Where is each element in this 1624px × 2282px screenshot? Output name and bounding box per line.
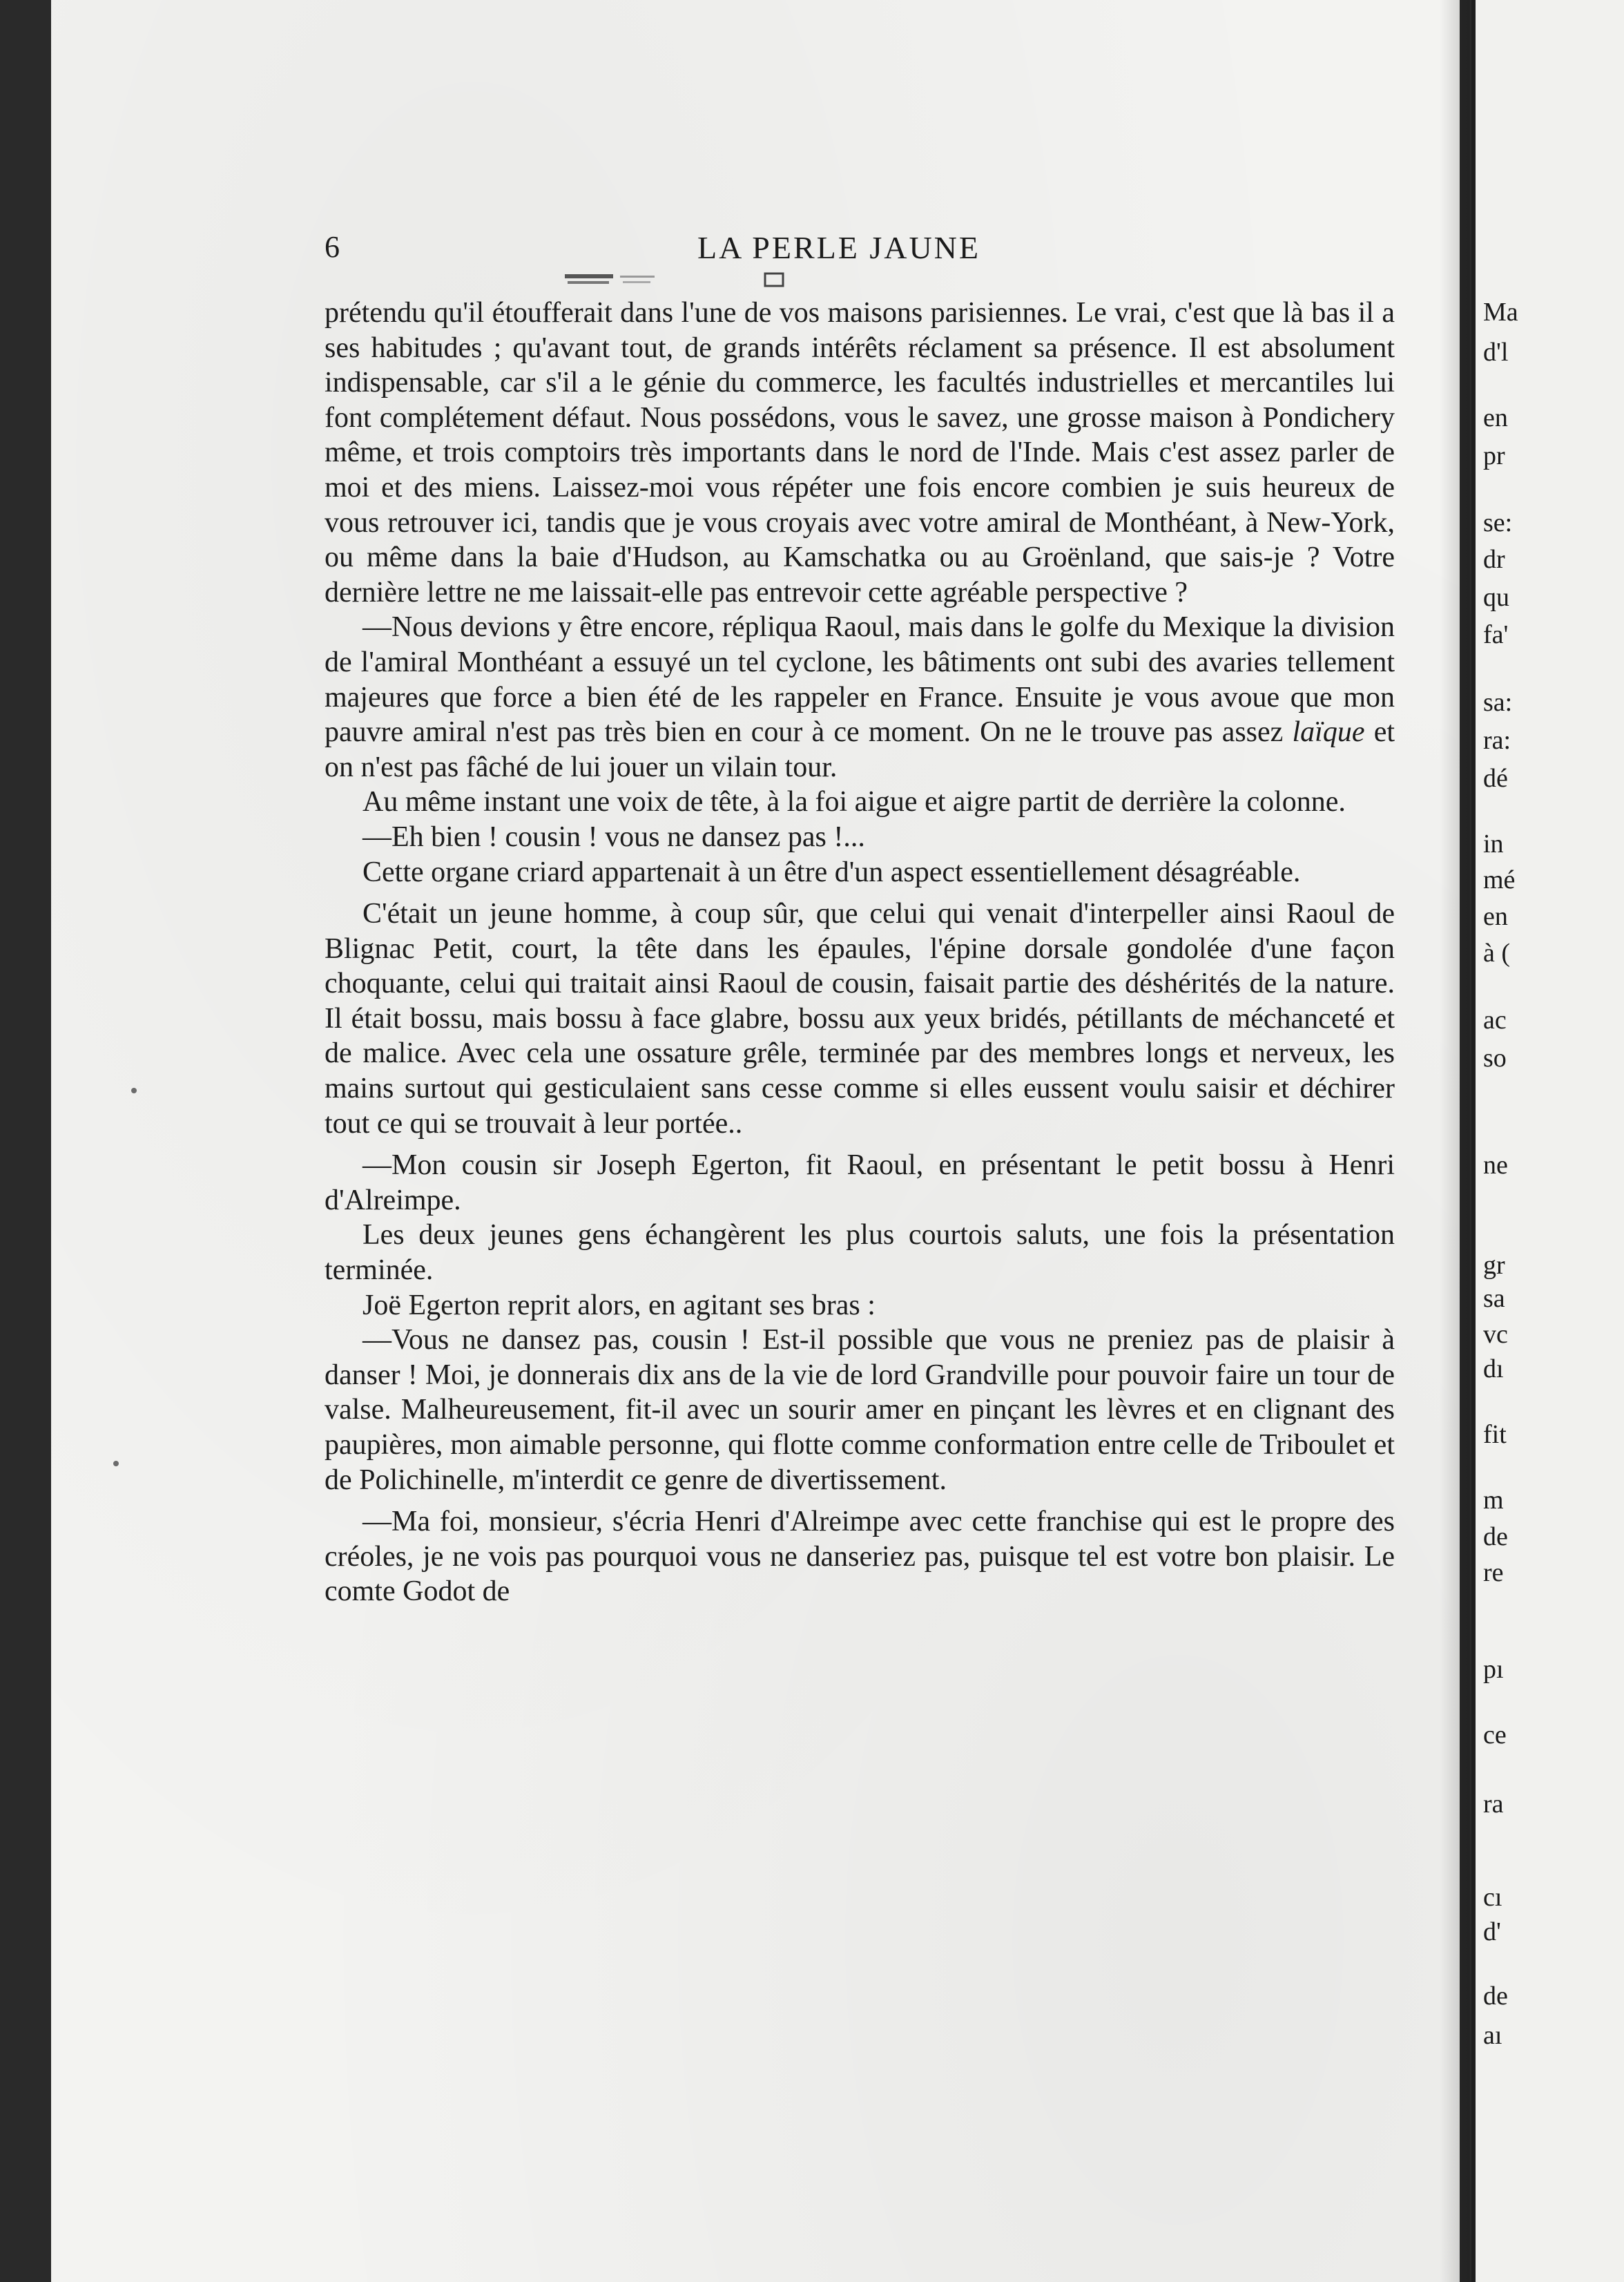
adjacent-page-fragment: in [1483,830,1504,859]
scan-speck [113,1461,119,1466]
adjacent-page-fragment: ra: [1483,726,1511,755]
adjacent-page-fragment: m [1483,1486,1504,1515]
adjacent-page-fragment: vc [1483,1320,1508,1349]
scan-speck [131,1088,137,1093]
adjacent-page-fragment: ra [1483,1790,1504,1819]
adjacent-page-fragment: ce [1483,1720,1507,1749]
adjacent-page-fragment: dı [1483,1354,1504,1383]
adjacent-page-fragment: sa [1483,1284,1505,1313]
adjacent-page-fragment: ne [1483,1151,1508,1180]
adjacent-page-fragment: fit [1483,1420,1507,1449]
paragraph: prétendu qu'il étoufferait dans l'une de vos maisons parisiennes. Le vrai, c'est que là bas il a ses habitudes ; qu'avant tout, de grands intérêts réclament sa présence. Il est absolument indispensable, car s'il a le génie du commerce, les facultés industrielles et mercantiles lui font complétement défaut. Nous possédons, vous le savez, une grosse maison à Pondichery même, et trois comptoirs très importants dans le nord de l'Inde. Mais c'est assez parler de moi et des miens. Laissez-moi vous répéter une fois encore combien je suis heureux de vous retrouver ici, tandis que je vous croyais avec votre amiral de Monthéant, à New-York, ou même dans la baie d'Hudson, au Kamschatka ou au Groënland, que sais-je ? Votre dernière lettre ne me laissait-elle pas entrevoir cette agréable perspective ? [325,297,1395,608]
running-title: LA PERLE JAUNE [697,230,980,265]
paragraph: Cette organe criard appartenait à un être d'un aspect essentiellement désagréable. [362,856,1301,888]
adjacent-page-fragment: Ma [1483,298,1518,327]
adjacent-page-fragment: se: [1483,508,1513,537]
page-number: 6 [325,230,340,264]
paragraph: —Mon cousin sir Joseph Egerton, fit Raoul, en présentant le petit bossu à Henri d'Alreimpe. [325,1149,1395,1216]
gutter-shadow [1440,0,1470,2282]
page-header [325,229,1402,271]
adjacent-page-fragment: d' [1483,1917,1501,1946]
adjacent-page-fragment: aı [1483,2021,1502,2050]
emphasis-text: laïque [1292,716,1365,749]
adjacent-page-fragment: de [1483,1522,1508,1551]
paragraph: Joë Egerton reprit alors, en agitant ses bras : [362,1289,876,1321]
paragraph: —Eh bien ! cousin ! vous ne dansez pas !... [362,821,865,853]
adjacent-page-fragment: de [1483,1982,1508,2011]
paragraph: —Ma foi, monsieur, s'écria Henri d'Alreimpe avec cette franchise qui est le propre des créoles, je ne vois pas pourquoi vous ne danseriez pas, puisque tel est votre bon plaisir. Le comte Godot de [325,1506,1395,1608]
adjacent-page-fragment: sa: [1483,688,1513,717]
adjacent-page-fragment: à ( [1483,939,1511,968]
adjacent-page-fragment: cı [1483,1883,1502,1912]
paragraph-text: et on n'est pas fâché de lui jouer un vilain tour. [325,716,1395,783]
adjacent-page-fragment: so [1483,1044,1507,1073]
adjacent-page-fragment: fa' [1483,620,1509,649]
adjacent-page-fragment: dr [1483,545,1505,574]
adjacent-page-fragment: pı [1483,1655,1504,1684]
body-text [325,296,1395,1609]
paragraph: —Vous ne dansez pas, cousin ! Est-il possible que vous ne preniez pas de plaisir à danser ! Moi, je donnerais dix ans de la vie de lord Grandville pour pouvoir faire un tour de valse. Malheureusement, fit-il avec un sourir amer en pinçant les lèvres et en clignant des paupières, mon aimable personne, qui flotte comme conformation entre celle de Triboulet et de Polichinelle, m'interdit ce genre de divertissement. [325,1324,1395,1496]
library-stamp-mark [565,271,786,292]
paragraph: Au même instant une voix de tête, à la foi aigue et aigre partit de derrière la colonne. [362,786,1346,818]
paragraph: Les deux jeunes gens échangèrent les plus courtois saluts, une fois la présentation terminée. [325,1219,1395,1287]
adjacent-page-fragment: re [1483,1558,1504,1587]
adjacent-page-fragment: gr [1483,1251,1505,1280]
adjacent-page-fragment: pr [1483,441,1505,470]
paragraph [325,610,1395,785]
adjacent-page-fragment: en [1483,403,1508,432]
adjacent-page-fragment: en [1483,902,1508,931]
adjacent-page-fragment: d'l [1483,338,1509,367]
paragraph: C'était un jeune homme, à coup sûr, que celui qui venait d'interpeller ainsi Raoul de Blignac Petit, court, la tête dans les épaules, l'épine dorsale gondolée d'une façon choquante, celui qui traitait ainsi Raoul de cousin, faisait partie des déshérités de la nature. Il était bossu, mais bossu à face glabre, bossu aux yeux bridés, pétillants de méchanceté et de malice. Avec cela une ossature grêle, terminée par des membres longs et nerveux, les mains surtout qui gesticulaient sans cesse comme si elles eussent voulu saisir et déchirer tout ce qui se trouvait à leur portée.. [325,898,1395,1140]
paragraph-text: —Nous devions y être encore, répliqua Raoul, mais dans le golfe du Mexique la division de l'amiral Monthéant a essuyé un tel cyclone, les bâtiments ont subi des avaries tellement majeures que force a bien été de les rappeler en France. Ensuite je vous avoue que mon pauvre amiral n'est pas très bien en cour à ce moment. On ne le trouve pas assez [325,611,1395,749]
adjacent-page-fragment: mé [1483,865,1516,894]
adjacent-page-fragment: ac [1483,1006,1507,1035]
adjacent-page-fragment: dé [1483,764,1508,793]
adjacent-page-fragment: qu [1483,583,1509,612]
